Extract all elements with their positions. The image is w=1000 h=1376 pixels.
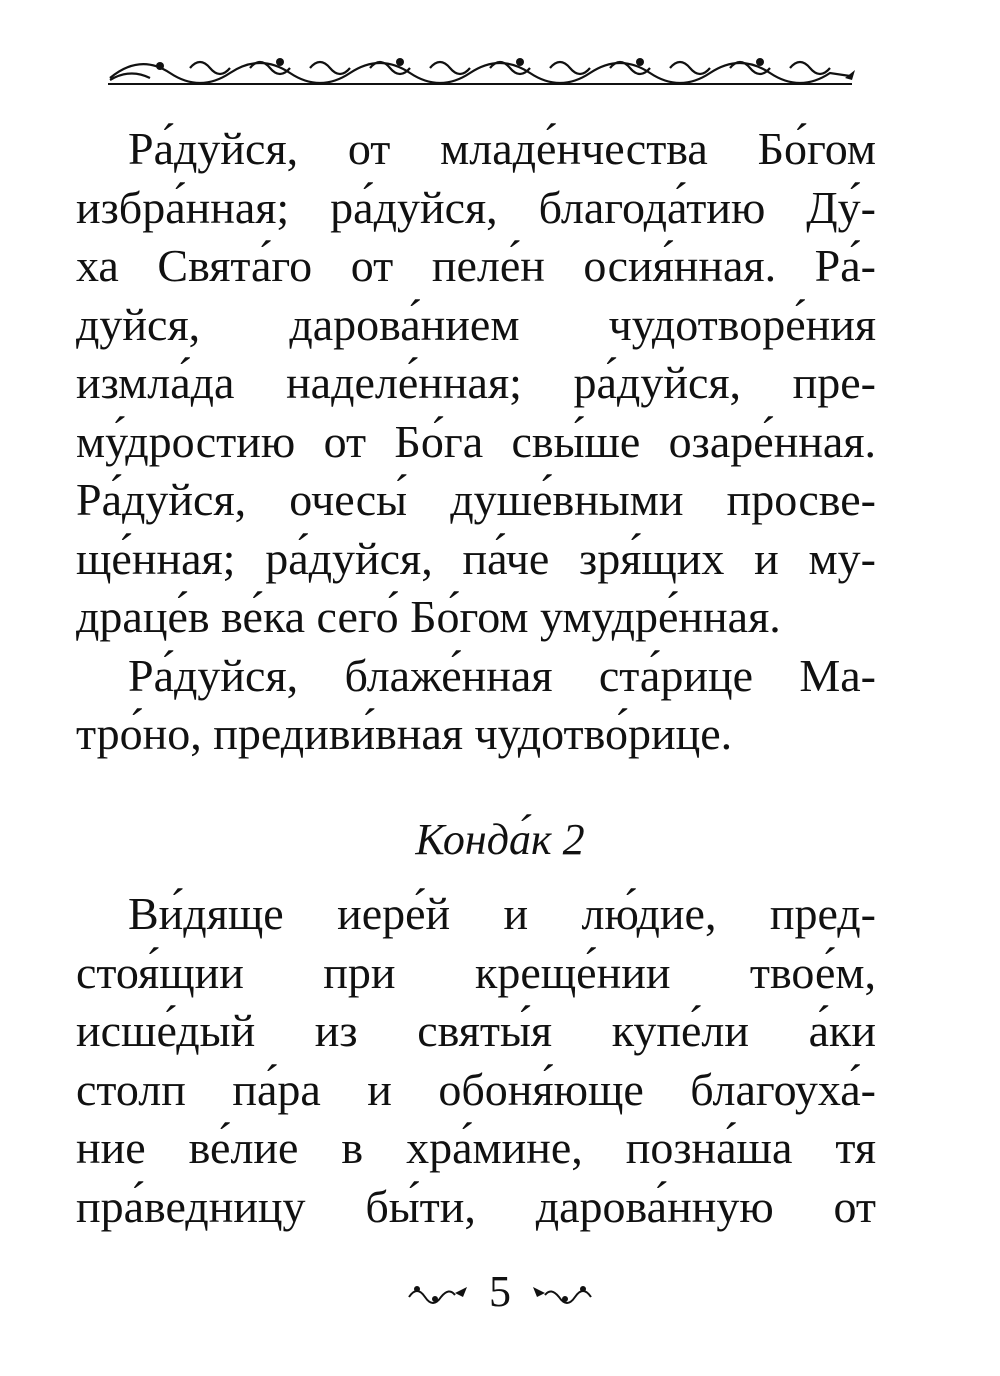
text-line: исше́дый из святы́я купе́ли а́ки	[76, 1005, 876, 1056]
text-line: ха Свята́го от пеле́н осия́нная. Ра́-	[76, 240, 876, 291]
text-line: столп па́ра и обоня́юще благоуха́-	[76, 1063, 876, 1115]
text-line: Ра́дуйся, очесы́ душе́вными просве-	[76, 474, 876, 525]
kondak-heading: Конда́к 2	[415, 815, 585, 864]
left-fleuron-icon	[405, 1279, 471, 1305]
text-line: дуйся, дарова́нием чудотворе́ния	[76, 298, 876, 350]
text-line: драце́в ве́ка сего́ Бо́гом умудре́нная.	[76, 591, 781, 642]
text-line: ще́нная; ра́дуйся, па́че зря́щих и му-	[76, 532, 876, 584]
page-footer	[0, 1262, 1000, 1322]
section2-text	[76, 885, 876, 1236]
page-number: 5	[489, 1267, 511, 1316]
right-fleuron-icon	[529, 1279, 595, 1305]
top-ornament-border	[100, 48, 860, 88]
text-line: избра́нная; ра́дуйся, благода́тию Ду́-	[76, 181, 876, 233]
section1-text	[76, 120, 876, 764]
text-line: ние ве́лие в хра́мине, позна́ша тя	[76, 1122, 876, 1173]
text-line: Ви́дяще иере́й и лю́дие, пред-	[128, 888, 876, 939]
text-line: му́дростию от Бо́га свы́ше озаре́нная.	[76, 415, 876, 467]
text-line: Ра́дуйся, от младе́нчества Бо́гом	[128, 123, 876, 174]
text-line: пра́ведницу бы́ти, дарова́нную от	[76, 1180, 876, 1232]
text-line: тро́но, предиви́вная чудотво́рице.	[76, 708, 733, 759]
text-line: измла́да наделе́нная; ра́дуйся, пре-	[76, 357, 876, 408]
text-line: Ра́дуйся, блаже́нная ста́рице Ма-	[128, 649, 876, 701]
text-line: стоя́щии при креще́нии твое́м,	[76, 946, 876, 998]
